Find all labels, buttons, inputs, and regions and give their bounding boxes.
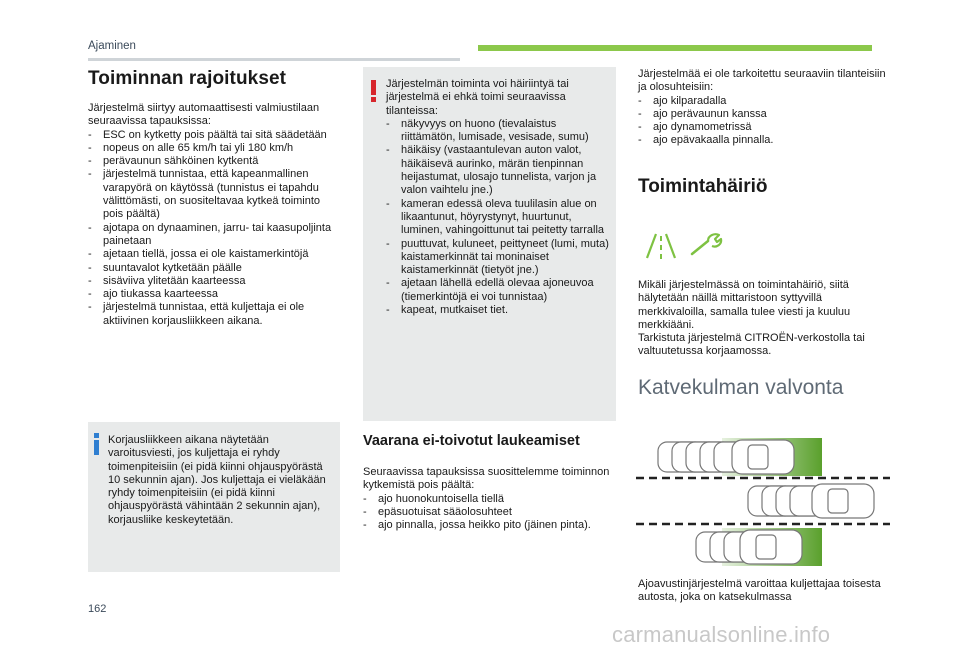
list-item: - kapeat, mutkaiset tiet. xyxy=(386,304,611,317)
list-item: - sisäviiva ylitetään kaarteessa xyxy=(88,275,338,288)
warning-intro: Järjestelmän toiminta voi häiriintyä tai järjestelmä ei ehkä toimi seuraavissa tilanteissa: xyxy=(386,78,569,117)
not-intended-intro: Järjestelmää ei ole tarkoitettu seuraaviin tilanteisiin ja olosuhteisiin: xyxy=(638,68,886,94)
blind-spot-illustration xyxy=(636,432,892,572)
list-item: - epäsuotuisat sääolosuhteet xyxy=(363,506,618,519)
risk-list xyxy=(363,493,618,533)
risk-intro: Seuraavissa tapauksissa suosittelemme toiminnon kytkemistä pois päältä: xyxy=(363,466,610,492)
not-intended-text xyxy=(638,68,888,148)
header-divider-left xyxy=(88,58,460,61)
list-item: - häikäisy (vastaantulevan auton valot, häikäisevä aurinko, märän tienpinnan heijastumat, ulosajo tunnelista, varjon ja valon vaihtelu jne.) xyxy=(386,144,611,197)
warning-list xyxy=(386,118,611,317)
watermark: carmanualsonline.info xyxy=(612,622,831,647)
list-item: - järjestelmä tunnistaa, että kapeanmallinen varapyörä on käytössä (tunnistus ei tapahdu välittömästi, on suositeltavaa kytkeä toiminto pois päältä) xyxy=(88,168,338,221)
risk-text xyxy=(363,466,618,532)
list-item: - perävaunun sähköinen kytkentä xyxy=(88,155,338,168)
list-item: - ajotapa on dynaaminen, jarru- tai kaasupoljinta painetaan xyxy=(88,222,338,249)
header-gap xyxy=(460,58,478,61)
limitations-text xyxy=(88,102,338,328)
lane-warning-lamp-icon xyxy=(644,230,678,262)
title-blind-spot: Katvekulman valvonta xyxy=(638,376,844,399)
list-item: - ajetaan tiellä, jossa ei ole kaistamerkintöjä xyxy=(88,248,338,261)
malfunction-text-2: Tarkistuta järjestelmä CITROËN-verkostolla tai valtuutetussa korjaamossa. xyxy=(638,332,865,358)
list-item: - puuttuvat, kuluneet, peittyneet (lumi, muta) kaistamerkinnät tai moninaiset kaistamerkinnät (tietyöt jne.) xyxy=(386,238,611,278)
info-text: Korjausliikkeen aikana näytetään varoitusviesti, jos kuljettaja ei ryhdy toimenpiteisiin (ei pidä kiinni ohjauspyörästä 10 sekunnin ajan). Jos kuljettaja ei vieläkään ryhdy toimenpiteisiin (ei pidä kiinni ohjauspyörästä vähintään 2 sekunnin ajan), korjausliike keskeytetään. xyxy=(108,434,326,526)
warning-icon xyxy=(370,80,377,102)
list-item: - ajetaan lähellä edellä olevaa ajoneuvoa (tiemerkintöjä ei voi tunnistaa) xyxy=(386,277,611,304)
section-label: Ajaminen xyxy=(88,40,136,52)
list-item: - ajo pinnalla, jossa heikko pito (jäinen pinta). xyxy=(363,519,618,532)
title-limitations: Toiminnan rajoitukset xyxy=(88,68,287,89)
list-item: - suuntavalot kytketään päälle xyxy=(88,262,338,275)
list-item: - ajo dynamometrissä xyxy=(638,121,888,134)
malfunction-text-1: Mikäli järjestelmässä on toimintahäiriö, siitä hälytetään näillä mittaristoon syttyvillä merkkivaloilla, samalla tulee viesti ja kuuluu merkkiääni. xyxy=(638,279,851,331)
malfunction-text xyxy=(638,279,893,359)
header-accent-bar xyxy=(478,45,872,51)
list-item: - kameran edessä oleva tuulilasin alue on likaantunut, höyrystynyt, huurtunut, luminen, vahingoittunut tai peitetty tarralla xyxy=(386,198,611,238)
limitations-list xyxy=(88,129,338,328)
title-malfunction: Toimintahäiriö xyxy=(638,176,768,197)
warning-text xyxy=(386,78,611,317)
title-risk: Vaarana ei-toivotut laukeamiset xyxy=(363,433,580,449)
list-item: - ajo perävaunun kanssa xyxy=(638,108,888,121)
list-item: - näkyvyys on huono (tievalaistus riittämätön, lumisade, vesisade, sumu) xyxy=(386,118,611,145)
info-icon xyxy=(93,433,101,455)
list-item: - nopeus on alle 65 km/h tai yli 180 km/h xyxy=(88,142,338,155)
not-intended-list xyxy=(638,95,888,148)
list-item: - ajo tiukassa kaarteessa xyxy=(88,288,338,301)
page-number: 162 xyxy=(88,603,107,615)
list-item: - järjestelmä tunnistaa, että kuljettaja ei ole aktiivinen korjausliikkeen aikana. xyxy=(88,301,338,328)
blind-spot-caption: Ajoavustinjärjestelmä varoittaa kuljettajaa toisesta autosta, joka on katsekulmassa xyxy=(638,578,881,604)
limitations-intro: Järjestelmä siirtyy automaattisesti valmiustilaan seuraavissa tapauksissa: xyxy=(88,102,320,128)
list-item: - ajo kilparadalla xyxy=(638,95,888,108)
list-item: - ESC on kytketty pois päältä tai sitä säädetään xyxy=(88,129,338,142)
list-item: - ajo huonokuntoisella tiellä xyxy=(363,493,618,506)
list-item: - ajo epävakaalla pinnalla. xyxy=(638,134,888,147)
wrench-icon xyxy=(688,232,724,258)
